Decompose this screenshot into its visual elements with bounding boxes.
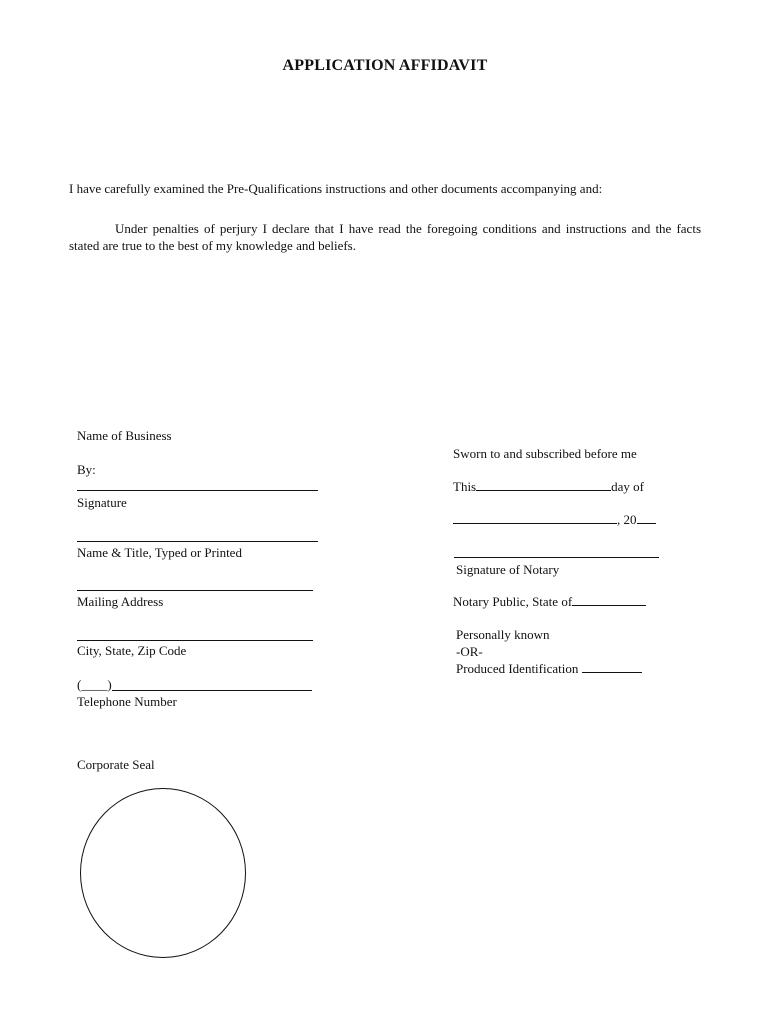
or-label: -OR- <box>456 644 483 659</box>
month-year-row <box>453 512 656 528</box>
mailing-address-label: Mailing Address <box>77 594 164 609</box>
signature-line[interactable] <box>77 490 318 491</box>
signature-label: Signature <box>77 495 127 510</box>
city-state-zip-label: City, State, Zip Code <box>77 643 187 658</box>
this-label: This <box>453 479 477 494</box>
telephone-label: Telephone Number <box>77 694 177 709</box>
document-title: APPLICATION AFFIDAVIT <box>282 57 488 74</box>
produced-id-blank[interactable] <box>582 661 642 673</box>
name-of-business-label: Name of Business <box>77 428 172 443</box>
notary-public-label: Notary Public, State of <box>453 594 573 609</box>
day-of-label: day of <box>611 479 644 494</box>
corporate-seal-label: Corporate Seal <box>77 757 155 772</box>
notary-signature-label: Signature of Notary <box>456 562 560 577</box>
telephone-line[interactable] <box>112 690 312 691</box>
day-blank[interactable] <box>476 479 611 491</box>
year-prefix: , 20 <box>617 512 637 527</box>
by-label: By: <box>77 462 96 477</box>
corporate-seal-circle <box>80 788 246 958</box>
produced-id-row <box>456 661 642 677</box>
name-title-line[interactable] <box>77 541 318 542</box>
city-state-zip-line[interactable] <box>77 640 313 641</box>
year-blank[interactable] <box>637 512 656 524</box>
month-blank[interactable] <box>453 512 617 524</box>
mailing-address-line[interactable] <box>77 590 313 591</box>
this-day-row <box>453 479 644 495</box>
declaration-text: Under penalties of perjury I declare that I have read the foregoing conditions and instructions and the facts stated are true to the best of my knowledge and beliefs. <box>69 221 701 253</box>
produced-id-label: Produced Identification <box>456 661 579 676</box>
intro-text: I have carefully examined the Pre-Qualifications instructions and other documents accompanying and: <box>69 181 603 196</box>
notary-signature-line[interactable] <box>454 557 659 558</box>
personally-known-label: Personally known <box>456 627 550 642</box>
notary-state-blank[interactable] <box>572 594 646 606</box>
name-title-label: Name & Title, Typed or Printed <box>77 545 242 560</box>
notary-state-row <box>453 594 646 610</box>
sworn-text: Sworn to and subscribed before me <box>453 446 637 461</box>
phone-area-code: (____) <box>77 677 112 692</box>
